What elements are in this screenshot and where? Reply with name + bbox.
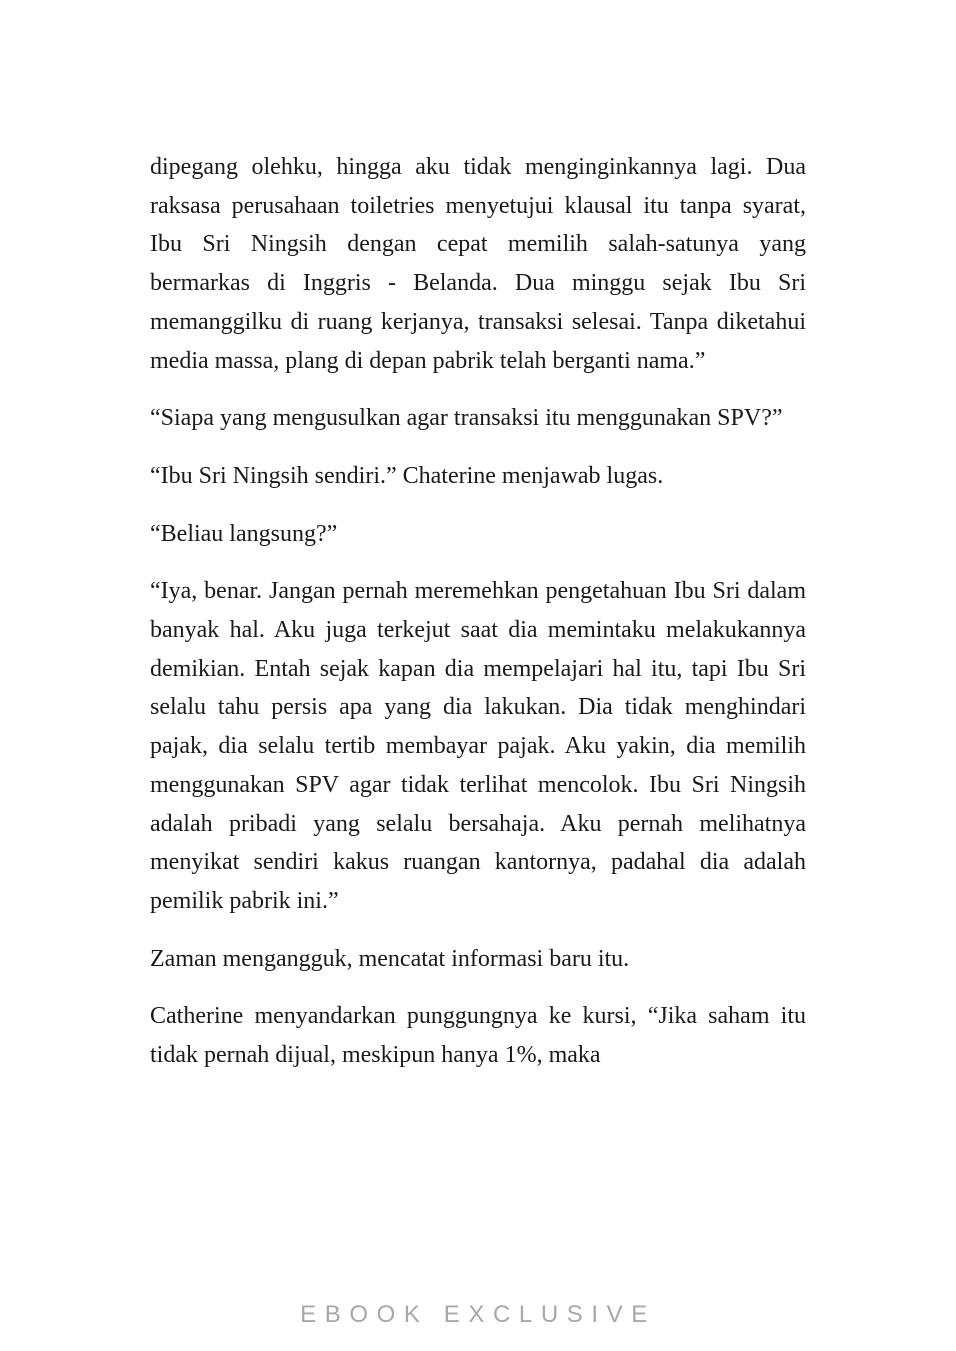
paragraph-5: “Iya, benar. Jangan pernah meremehkan pengetahuan Ibu Sri dalam banyak hal. Aku juga terkejut saat dia memintaku melakukannya demikian. Entah sejak kapan dia mempelajari hal itu, tapi Ibu Sri selalu tahu persis apa yang dia lakukan. Dia tidak menghindari pajak, dia selalu tertib membayar pajak. Aku yakin, dia memilih menggunakan SPV agar tidak terlihat mencolok. Ibu Sri Ningsih adalah pribadi yang selalu bersahaja. Aku pernah melihatnya menyikat sendiri kakus ruangan kantornya, padahal dia adalah pemilik pabrik ini.” — [150, 578, 806, 914]
page-footer: EBOOK EXCLUSIVE — [300, 1301, 656, 1328]
page-body — [150, 148, 806, 1094]
paragraph-3: “Ibu Sri Ningsih sendiri.” Chaterine menjawab lugas. — [150, 462, 664, 489]
paragraph-7: Catherine menyandarkan punggungnya ke kursi, “Jika saham itu tidak pernah dijual, meskipun hanya 1%, maka — [150, 1003, 806, 1069]
paragraph-6: Zaman mengangguk, mencatat informasi baru itu. — [150, 945, 630, 972]
paragraph-4: “Beliau langsung?” — [150, 520, 338, 547]
paragraph-2: “Siapa yang mengusulkan agar transaksi itu menggunakan SPV?” — [150, 405, 783, 432]
paragraph-1: dipegang olehku, hingga aku tidak menginginkannya lagi. Dua raksasa perusahaan toiletries menyetujui klausal itu tanpa syarat, Ibu Sri Ningsih dengan cepat memilih salah-satunya yang bermarkas di Inggris - Belanda. Dua minggu sejak Ibu Sri memanggilku di ruang kerjanya, transaksi selesai. Tanpa diketahui media massa, plang di depan pabrik telah berganti nama.” — [150, 154, 806, 374]
